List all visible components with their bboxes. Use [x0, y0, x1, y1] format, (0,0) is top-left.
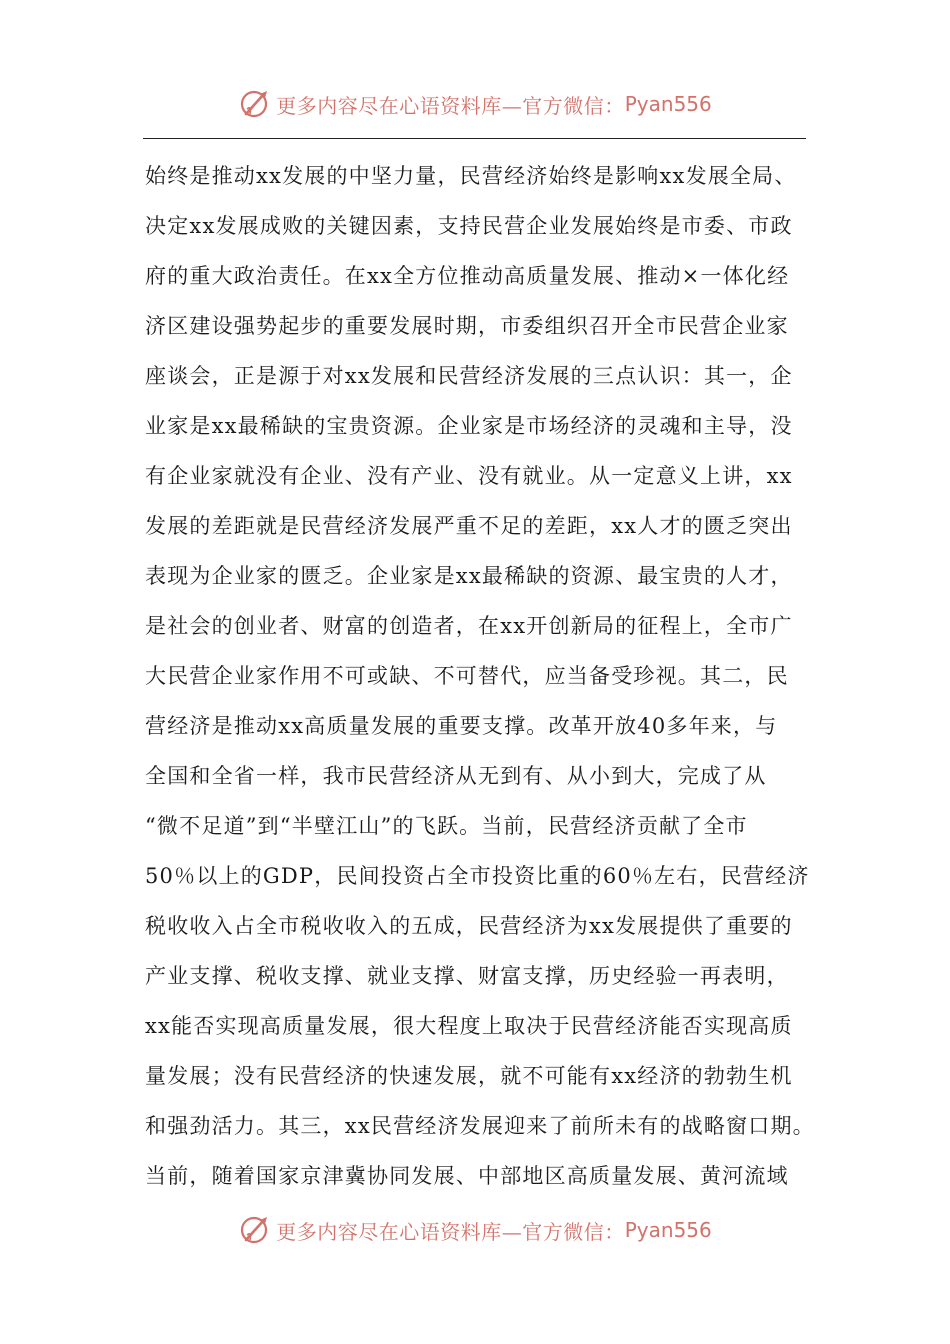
- document-body: [145, 151, 815, 1201]
- body-line: 始终是推动xx发展的中坚力量，民营经济始终是影响xx发展全局、: [145, 164, 797, 188]
- body-line: 量发展；没有民营经济的快速发展，就不可能有xx经济的勃勃生机: [145, 1064, 793, 1088]
- body-line: 府的重大政治责任。在xx全方位推动高质量发展、推动×一体化经: [145, 264, 790, 288]
- header-banner: [0, 82, 950, 126]
- body-line: 当前，随着国家京津冀协同发展、中部地区高质量发展、黄河流域: [145, 1164, 789, 1188]
- body-line: 有企业家就没有企业、没有产业、没有就业。从一定意义上讲，xx: [145, 464, 793, 488]
- body-line: 和强劲活力。其三，xx民营经济发展迎来了前所未有的战略窗口期。: [145, 1114, 815, 1138]
- header-banner-text: 更多内容尽在心语资料库—官方微信：: [276, 93, 625, 118]
- body-line: 50％以上的GDP，民间投资占全市投资比重的60％左右，民营经济: [145, 864, 810, 888]
- header-divider: [143, 138, 806, 139]
- body-line: 座谈会，正是源于对xx发展和民营经济发展的三点认识：其一，企: [145, 364, 793, 388]
- body-line: 大民营企业家作用不可或缺、不可替代，应当备受珍视。其二，民: [145, 664, 789, 688]
- body-line: 税收收入占全市税收收入的五成，民营经济为xx发展提供了重要的: [145, 914, 793, 938]
- body-line: 是社会的创业者、财富的创造者，在xx开创新局的征程上，全市广: [145, 614, 793, 638]
- header-wechat-id: Pyan556: [624, 92, 712, 116]
- body-line: 全国和全省一样，我市民营经济从无到有、从小到大，完成了从: [145, 764, 767, 788]
- body-line: 济区建设强势起步的重要发展时期，市委组织召开全市民营企业家: [145, 314, 789, 338]
- footer-banner: [0, 1208, 950, 1252]
- pen-logo-icon: [238, 87, 272, 121]
- body-line: 产业支撑、税收支撑、就业支撑、财富支撑，历史经验一再表明，: [145, 964, 789, 988]
- pen-logo-icon: [238, 1213, 272, 1247]
- body-line: xx能否实现高质量发展，很大程度上取决于民营经济能否实现高质: [145, 1014, 793, 1038]
- body-line: 决定xx发展成败的关键因素，支持民营企业发展始终是市委、市政: [145, 214, 793, 238]
- body-line: 表现为企业家的匮乏。企业家是xx最稀缺的资源、最宝贵的人才，: [145, 564, 793, 588]
- body-line: 发展的差距就是民营经济发展严重不足的差距，xx人才的匮乏突出: [145, 514, 793, 538]
- footer-banner-text: 更多内容尽在心语资料库—官方微信：: [276, 1219, 625, 1244]
- footer-wechat-id: Pyan556: [624, 1218, 712, 1242]
- body-line: 营经济是推动xx高质量发展的重要支撑。改革开放40多年来，与: [145, 714, 778, 738]
- body-line: “微不足道”到“半壁江山”的飞跃。当前，民营经济贡献了全市: [145, 814, 748, 838]
- body-line: 业家是xx最稀缺的宝贵资源。企业家是市场经济的灵魂和主导，没: [145, 414, 793, 438]
